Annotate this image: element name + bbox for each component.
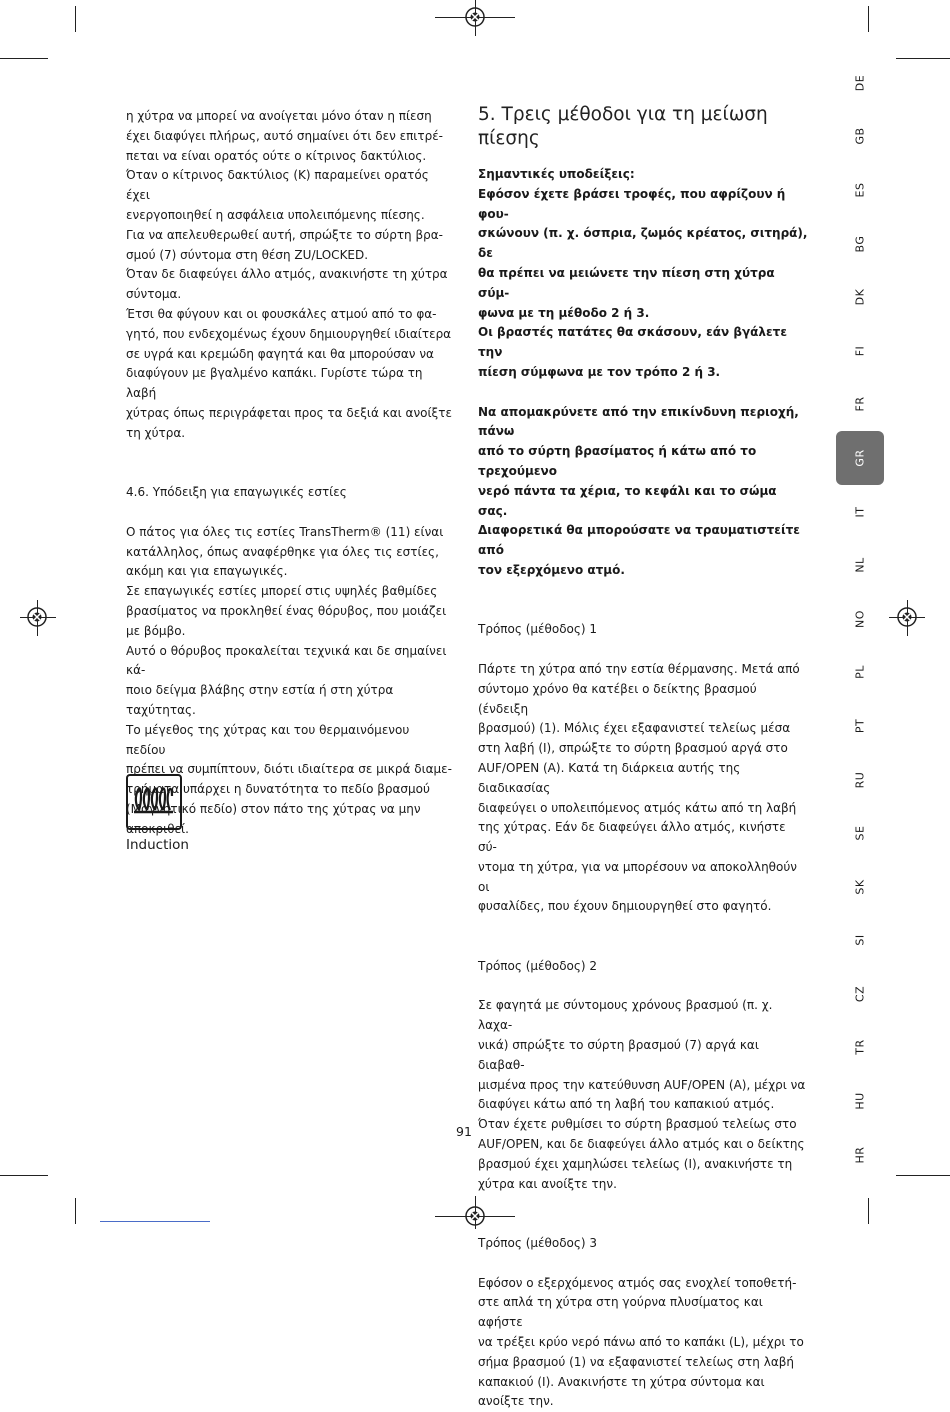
crop-mark <box>896 58 950 59</box>
tab-label: GR <box>853 449 867 467</box>
tab-label: FI <box>853 345 867 357</box>
tab-ru[interactable] <box>836 753 884 807</box>
tab-label: BG <box>853 235 867 253</box>
tab-se[interactable] <box>836 806 884 860</box>
text-line: θα πρέπει να μειώνετε την πίεση στη χύτρα σύμ- <box>478 265 775 300</box>
tab-label: SE <box>853 825 867 841</box>
crop-mark <box>75 6 76 32</box>
text-line: Εφόσον έχετε βράσει τροφές, που αφρίζουν ή φου- <box>478 186 786 221</box>
tab-label: ES <box>853 182 867 198</box>
text-line: (Μαγνητικό πεδίο) στον πάτο της χύτρας να μην <box>126 801 421 816</box>
notes-label: Σημαντικές υποδείξεις: <box>478 167 635 181</box>
crop-mark <box>896 1175 950 1176</box>
text-line: διαφύγουν με βγαλμένο καπάκι. Γυρίστε τώρα τη λαβή <box>126 366 423 401</box>
tab-si[interactable] <box>836 914 884 968</box>
safety-warning <box>478 403 808 581</box>
tab-hu[interactable] <box>836 1074 884 1128</box>
text-line: νερό πάντα τα χέρια, το κεφάλι και το σώμα σας. <box>478 483 777 518</box>
text-line: Οι βραστές πατάτες θα σκάσουν, εάν βγάλετε την <box>478 325 787 360</box>
method1-heading: Τρόπος (μέθοδος) 1 <box>478 622 598 637</box>
text-line: χύτρας όπως περιγράφεται προς τα δεξιά και ανοίξτε <box>126 405 452 420</box>
language-tabs <box>836 56 884 1181</box>
text-line: Όταν έχετε ρυθμίσει το σύρτη βρασμού τελείως στο <box>478 1117 797 1132</box>
text-line: Όταν δε διαφεύγει άλλο ατμός, ανακινήστε τη χύτρα <box>126 267 448 282</box>
registration-mark-icon <box>896 606 918 628</box>
text-line: νικά) σπρώξτε το σύρτη βρασμού (7) αργά και διαβαθ- <box>478 1038 759 1072</box>
tab-label: GB <box>853 127 867 145</box>
tab-label: FR <box>853 396 867 412</box>
tab-no[interactable] <box>836 592 884 646</box>
tab-label: TR <box>853 1039 867 1056</box>
text-line: βρασίματος να προκληθεί ένας θόρυβος, που μοιάζει <box>126 603 447 618</box>
text-line: Το μέγεθος της χύτρας και του θερμαινόμενου πεδίου <box>126 722 410 757</box>
text-line: Σε φαγητά με σύντομους χρόνους βρασμού (π. χ. λαχα- <box>478 998 773 1033</box>
crop-mark <box>75 1198 76 1224</box>
text-line: καπακιού (I). Ανακινήστε τη χύτρα σύντομα και <box>478 1374 765 1389</box>
tab-label: HR <box>853 1146 867 1164</box>
tab-label: SK <box>853 879 867 895</box>
method2-heading: Τρόπος (μέθοδος) 2 <box>478 958 598 973</box>
tab-label: HU <box>853 1092 867 1110</box>
tab-label: DE <box>853 74 867 92</box>
induction-label: Induction <box>126 837 189 853</box>
tab-it[interactable] <box>836 485 884 539</box>
left-column <box>126 107 452 839</box>
residual-pressure-text <box>126 107 452 444</box>
text-line: πρέπει να συμπίπτουν, διότι ιδιαίτερα σε μικρά διαμε- <box>126 762 452 777</box>
page-title: 5. Τρεις μέθοδοι για τη μείωση πίεσης <box>478 104 768 149</box>
crop-mark <box>0 58 48 59</box>
text-line: στη λαβή (I), σπρώξτε το σύρτη βρασμού αργά στο <box>478 741 788 756</box>
section-heading-induction: 4.6. Υπόδειξη για επαγωγικές εστίες <box>126 485 347 500</box>
tab-pl[interactable] <box>836 646 884 700</box>
method1-text <box>478 660 808 917</box>
registration-mark-icon <box>464 6 486 28</box>
text-line: έχει διαφύγει πλήρως, αυτό σημαίνει ότι δεν επιτρέ- <box>126 128 444 143</box>
text-line: γητό, που ενδεχομένως έχουν δημιουργηθεί ιδιαίτερα <box>126 326 452 341</box>
text-line: πεται να είναι ορατός ούτε ο κίτρινος δακτύλιος. <box>126 148 427 163</box>
method2-text <box>478 996 808 1194</box>
text-line: από το σύρτη βρασίματος ή κάτω από το τρεχούμενο <box>478 444 757 478</box>
registration-mark-icon <box>26 606 48 628</box>
text-line: αποκριθεί. <box>126 821 189 836</box>
text-line: AUF/OPEN, και δε διαφεύγει άλλο ατμός και ο δείκτης <box>478 1137 805 1152</box>
text-line: μισμένα προς την κατεύθυνση AUF/OPEN (A), μέχρι να <box>478 1077 806 1092</box>
tab-sk[interactable] <box>836 860 884 914</box>
tab-pt[interactable] <box>836 699 884 753</box>
tab-label: DK <box>853 288 867 306</box>
text-line: φυσαλίδες, που έχουν δημιουργηθεί στο φαγητό. <box>478 899 772 914</box>
tab-label: RU <box>853 771 867 788</box>
tab-gb[interactable] <box>836 110 884 164</box>
text-line: ντομα τη χύτρα, για να μπορέσουν να αποκολληθούν οι <box>478 859 798 894</box>
tab-es[interactable] <box>836 163 884 217</box>
text-line: κατάλληλος, όπως αναφέρθηκε για όλες τις εστίες, <box>126 544 439 559</box>
text-line: διαφύγει κάτω από τη λαβή του καπακιού ατμός. <box>478 1097 775 1112</box>
text-line: Για να απελευθερωθεί αυτή, σπρώξτε το σύρτη βρα- <box>126 227 443 242</box>
tab-label: PL <box>853 665 867 680</box>
text-line: πίεση σύμφωνα με τον τρόπο 2 ή 3. <box>478 364 721 379</box>
text-line: Ο πάτος για όλες τις εστίες TransTherm® (11) είναι <box>126 524 444 539</box>
text-line: σύντομο χρόνο θα κατέβει ο δείκτης βρασμού (ένδειξη <box>478 681 757 716</box>
text-line: σε υγρά και κρεμώδη φαγητά και θα μπορούσαν να <box>126 346 434 361</box>
text-line: ποιο δείγμα βλάβης στην εστία ή στη χύτρα ταχύτητας. <box>126 683 394 717</box>
text-line: σήμα βρασμού (1) να εξαφανιστεί τελείως στη λαβή <box>478 1354 794 1369</box>
text-line: βρασμού έχει χαμηλώσει τελείως (I), ανακινήστε τη <box>478 1156 793 1171</box>
text-line: σκώνουν (π. χ. όσπρια, ζωμός κρέατος, σιτηρά), δε <box>478 226 808 261</box>
tab-label: IT <box>853 506 867 518</box>
text-line: AUF/OPEN (A). Κατά τη διάρκεια αυτής της διαδικασίας <box>478 760 741 795</box>
page-number: 91 <box>456 1124 472 1139</box>
induction-coil-icon <box>126 774 182 830</box>
text-line: με βόμβο. <box>126 623 186 638</box>
method3-heading: Τρόπος (μέθοδος) 3 <box>478 1236 598 1251</box>
text-line: να τρέξει κρύο νερό πάνω από το καπάκι (L), μέχρι το <box>478 1335 804 1350</box>
text-line: βρασμού) (1). Μόλις έχει εξαφανιστεί τελείως μέσα <box>478 721 791 736</box>
text-line: διαφεύγει ο υπολειπόμενος ατμός κάτω από τη λαβή <box>478 800 797 815</box>
text-line: ενεργοποιηθεί η ασφάλεια υπολειπόμενης πίεσης. <box>126 207 425 222</box>
crop-mark <box>0 1175 48 1176</box>
text-line: χύτρα και ανοίξτε την. <box>478 1176 617 1191</box>
text-line: σμού (7) σύντομα στη θέση ZU/LOCKED. <box>126 247 369 262</box>
tab-tr[interactable] <box>836 1021 884 1075</box>
tab-dk[interactable] <box>836 270 884 324</box>
text-line: ακόμη και για επαγωγικές. <box>126 564 288 579</box>
text-line: τρήματα υπάρχει η δυνατότητα το πεδίο βρασμού <box>126 782 430 797</box>
tab-de[interactable] <box>836 56 884 110</box>
text-line: η χύτρα να μπορεί να ανοίγεται μόνο όταν η πίεση <box>126 109 432 123</box>
tab-fr[interactable] <box>836 378 884 432</box>
text-line: της χύτρας. Εάν δε διαφεύγει άλλο ατμός, κινήστε σύ- <box>478 820 786 855</box>
text-line: φωνα με τη μέθοδο 2 ή 3. <box>478 305 650 320</box>
tab-fi[interactable] <box>836 324 884 378</box>
tab-label: PT <box>853 718 867 734</box>
right-column <box>478 165 808 1412</box>
text-line: στε απλά τη χύτρα στη γούρνα πλυσίματος και αφήστε <box>478 1295 763 1330</box>
footer-rule <box>100 1221 210 1222</box>
method3-text <box>478 1274 808 1412</box>
text-line: Διαφορετικά θα μπορούσατε να τραυματιστείτε από <box>478 523 800 558</box>
tab-gr[interactable] <box>836 431 884 485</box>
text-line: τη χύτρα. <box>126 425 186 440</box>
tab-label: CZ <box>853 985 867 1002</box>
crop-mark <box>868 6 869 32</box>
text-line: Να απομακρύνετε από την επικίνδυνη περιοχή, πάνω <box>478 404 799 439</box>
text-line: ανοίξτε την. <box>478 1394 554 1409</box>
tab-nl[interactable] <box>836 538 884 592</box>
text-line: Έτσι θα φύγουν και οι φουσκάλες ατμού από το φα- <box>126 306 437 321</box>
tab-label: NO <box>853 609 867 628</box>
text-line: τον εξερχόμενο ατμό. <box>478 562 625 577</box>
tab-cz[interactable] <box>836 967 884 1021</box>
crop-mark <box>868 1198 869 1224</box>
text-line: σύντομα. <box>126 287 182 302</box>
tab-label: NL <box>853 557 867 573</box>
text-line: Αυτό ο θόρυβος προκαλείται τεχνικά και δε σημαίνει κά- <box>126 643 447 678</box>
tab-bg[interactable] <box>836 217 884 271</box>
text-line: Σε επαγωγικές εστίες μπορεί στις υψηλές βαθμίδες <box>126 584 438 599</box>
warning-notes <box>478 185 808 383</box>
text-line: Εφόσον ο εξερχόμενος ατμός σας ενοχλεί τοποθετή- <box>478 1275 797 1290</box>
text-line: Όταν ο κίτρινος δακτύλιος (K) παραμείνει ορατός έχει <box>126 168 429 203</box>
text-line: Πάρτε τη χύτρα από την εστία θέρμανσης. Μετά από <box>478 661 800 676</box>
tab-label: SI <box>853 934 867 946</box>
